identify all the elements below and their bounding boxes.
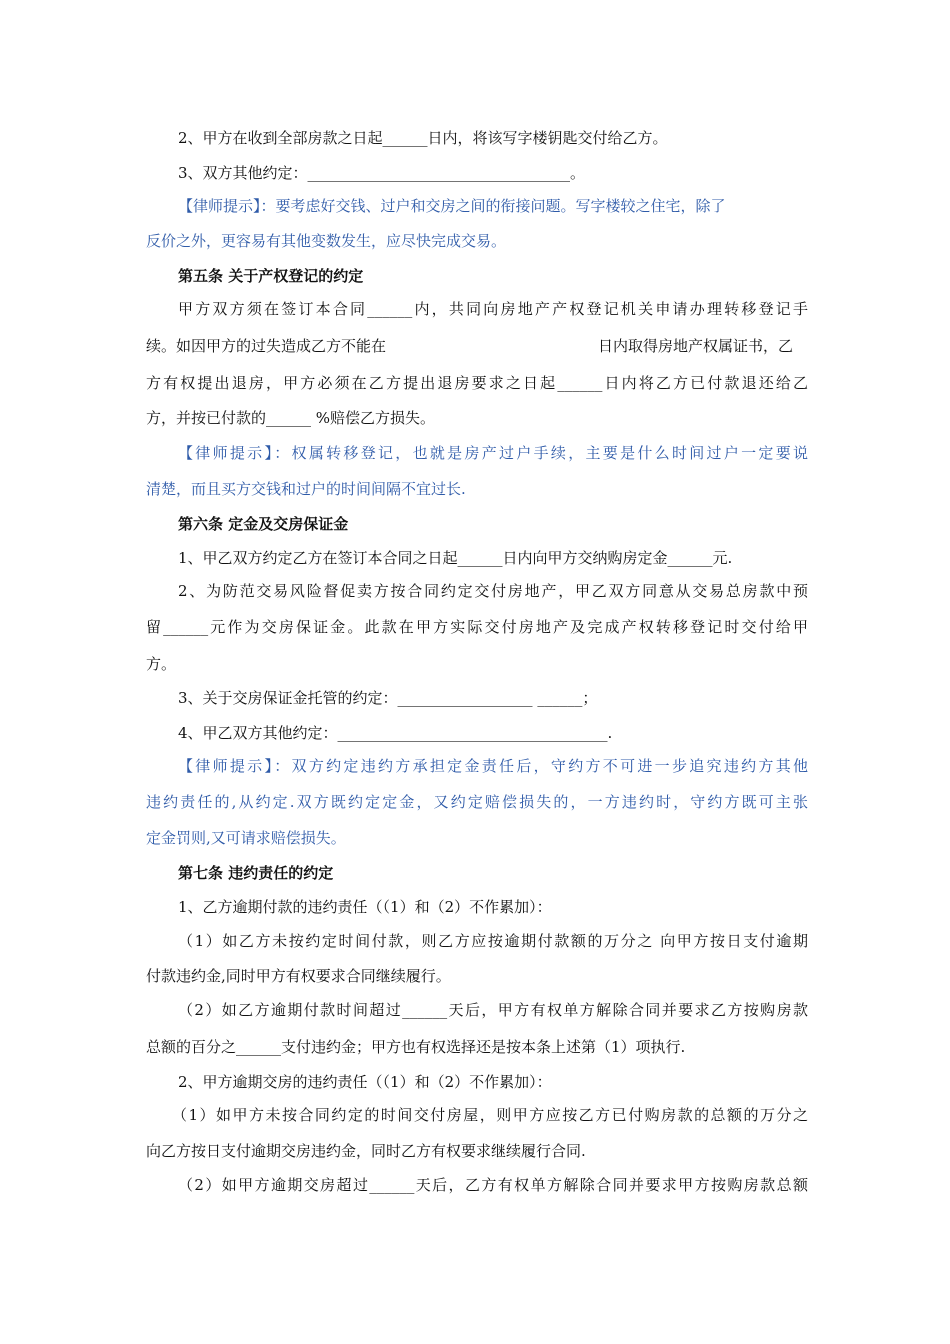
clause-7-item-2: 2、甲方逾期交房的违约责任（（1）和（2）不作累加）：	[178, 1073, 552, 1091]
clause-7-item-1-2-line-2: 总额的百分之______支付违约金；甲方也有权选择还是按本条上述第（1）项执行.	[146, 1038, 686, 1056]
clause-5-line-2b: 日内取得房地产权属证书，乙	[598, 337, 794, 355]
clause-5-heading: 第五条 关于产权登记的约定	[178, 267, 364, 285]
clause-7-heading: 第七条 违约责任的约定	[178, 864, 334, 882]
clause-6-item-2-line-1: 2、为防范交易风险督促卖方按合同约定交付房地产，甲乙双方同意从交易总房款中预	[178, 582, 808, 600]
clause-6-item-2-line-3: 方。	[146, 655, 177, 673]
clause-7-item-2-1-line-1: （1）如甲方未按合同约定的时间交付房屋，则甲方应按乙方已付购房款的总额的万分之	[172, 1106, 808, 1124]
clause-6-item-1: 1、甲乙双方约定乙方在签订本合同之日起______日内向甲方交纳购房定金______元.	[178, 549, 733, 567]
clause-6-heading: 第六条 定金及交房保证金	[178, 515, 349, 533]
clause-7-item-1-1-line-1: （1）如乙方未按约定时间付款，则乙方应按逾期付款额的万分之 向甲方按日支付逾期	[178, 932, 808, 950]
lawyer-tip-3-line-1: 【律师提示】：双方约定违约方承担定金责任后，守约方不可进一步追究违约方其他	[178, 757, 808, 775]
lawyer-tip-3-line-2: 违约责任的,从约定.双方既约定定金，又约定赔偿损失的，一方违约时，守约方既可主张	[146, 793, 808, 811]
clause-4-item-2: 2、甲方在收到全部房款之日起______日内，将该写字楼钥匙交付给乙方。	[178, 129, 668, 147]
clause-5-line-3: 方有权提出退房，甲方必须在乙方提出退房要求之日起______日内将乙方已付款退还给乙	[146, 374, 808, 392]
clause-7-item-2-1-line-2: 向乙方按日支付逾期交房违约金，同时乙方有权要求继续履行合同.	[146, 1142, 586, 1160]
lawyer-tip-1-line-1: 【律师提示】：要考虑好交钱、过户和交房之间的衔接问题。写字楼较之住宅，除了	[178, 197, 726, 215]
clause-5-line-4: 方，并按已付款的______ %赔偿乙方损失。	[146, 409, 436, 427]
clause-7-item-1-1-line-2: 付款违约金,同时甲方有权要求合同继续履行。	[146, 967, 451, 985]
clause-5-line-2a: 续。如因甲方的过失造成乙方不能在	[146, 337, 387, 355]
clause-6-item-4: 4、甲乙双方其他约定：____________________________________.	[178, 724, 613, 742]
lawyer-tip-2-line-2: 清楚，而且买方交钱和过户的时间间隔不宜过长.	[146, 480, 466, 498]
lawyer-tip-1-line-2: 反价之外，更容易有其他变数发生，应尽快完成交易。	[146, 232, 507, 250]
clause-7-item-2-2-line-1: （2）如甲方逾期交房超过______天后，乙方有权单方解除合同并要求甲方按购房款总额	[178, 1176, 808, 1194]
clause-6-item-2-line-2: 留______元作为交房保证金。此款在甲方实际交付房地产及完成产权转移登记时交付给甲	[146, 618, 808, 636]
clause-7-item-1: 1、乙方逾期付款的违约责任（（1）和（2）不作累加）：	[178, 898, 552, 916]
clause-5-line-1: 甲方双方须在签订本合同______内，共同向房地产产权登记机关申请办理转移登记手	[178, 300, 808, 318]
lawyer-tip-2-line-1: 【律师提示】：权属转移登记，也就是房产过户手续，主要是什么时间过户一定要说	[178, 444, 808, 462]
clause-4-item-3: 3、双方其他约定：___________________________________。	[178, 164, 586, 182]
lawyer-tip-3-line-3: 定金罚则,又可请求赔偿损失。	[146, 829, 346, 847]
clause-7-item-1-2-line-1: （2）如乙方逾期付款时间超过______天后，甲方有权单方解除合同并要求乙方按购房款	[178, 1001, 808, 1019]
clause-6-item-3: 3、关于交房保证金托管的约定：__________________ ______；	[178, 689, 598, 707]
